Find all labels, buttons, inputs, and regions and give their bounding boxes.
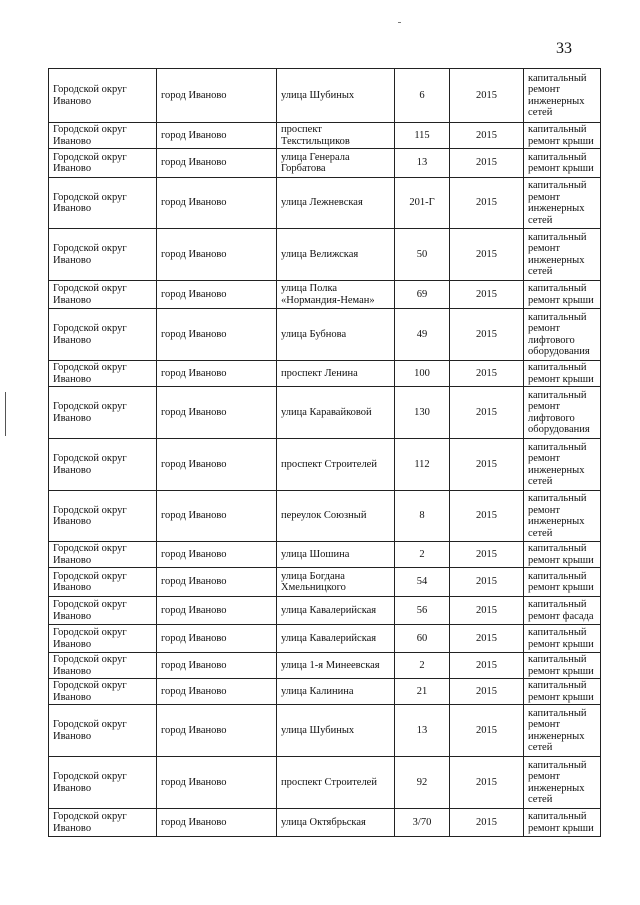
year-cell: 2015	[450, 309, 524, 361]
year-cell: 2015	[450, 705, 524, 757]
district-cell: Городской округ Иваново	[49, 542, 157, 568]
city-cell: город Иваново	[157, 361, 277, 387]
house-number-cell: 8	[395, 491, 450, 542]
district-cell: Городской округ Иваново	[49, 69, 157, 123]
house-number-cell: 6	[395, 69, 450, 123]
year-cell: 2015	[450, 625, 524, 653]
city-cell: город Иваново	[157, 387, 277, 439]
district-cell: Городской округ Иваново	[49, 439, 157, 491]
city-cell: город Иваново	[157, 123, 277, 149]
street-cell: проспект Ленина	[277, 361, 395, 387]
city-cell: город Иваново	[157, 679, 277, 705]
district-cell: Городской округ Иваново	[49, 757, 157, 809]
street-cell: улица Калинина	[277, 679, 395, 705]
year-cell: 2015	[450, 757, 524, 809]
district-cell: Городской округ Иваново	[49, 229, 157, 281]
city-cell: город Иваново	[157, 809, 277, 837]
street-cell: улица Каравайковой	[277, 387, 395, 439]
table-row	[49, 439, 601, 491]
street-cell: улица Лежневская	[277, 178, 395, 229]
city-cell: город Иваново	[157, 568, 277, 597]
city-cell: город Иваново	[157, 149, 277, 178]
city-cell: город Иваново	[157, 229, 277, 281]
work-type-cell: капитальный ремонт крыши	[524, 281, 601, 309]
year-cell: 2015	[450, 568, 524, 597]
work-type-cell: капитальный ремонт крыши	[524, 542, 601, 568]
table-row	[49, 757, 601, 809]
work-type-cell: капитальный ремонт инженерных сетей	[524, 229, 601, 281]
district-cell: Городской округ Иваново	[49, 123, 157, 149]
binding-mark	[5, 392, 6, 436]
city-cell: город Иваново	[157, 705, 277, 757]
district-cell: Городской округ Иваново	[49, 361, 157, 387]
year-cell: 2015	[450, 809, 524, 837]
year-cell: 2015	[450, 387, 524, 439]
house-number-cell: 13	[395, 705, 450, 757]
year-cell: 2015	[450, 679, 524, 705]
street-cell: проспект Строителей	[277, 439, 395, 491]
district-cell: Городской округ Иваново	[49, 309, 157, 361]
page-number: 33	[556, 40, 572, 57]
street-cell: улица Шубиных	[277, 69, 395, 123]
work-type-cell: капитальный ремонт фасада	[524, 597, 601, 625]
street-cell: улица Богдана Хмельницкого	[277, 568, 395, 597]
house-number-cell: 56	[395, 597, 450, 625]
house-number-cell: 2	[395, 542, 450, 568]
work-type-cell: капитальный ремонт крыши	[524, 809, 601, 837]
district-cell: Городской округ Иваново	[49, 149, 157, 178]
scan-mark	[398, 22, 401, 23]
house-number-cell: 50	[395, 229, 450, 281]
city-cell: город Иваново	[157, 69, 277, 123]
street-cell: улица Октябрьская	[277, 809, 395, 837]
work-type-cell: капитальный ремонт крыши	[524, 679, 601, 705]
year-cell: 2015	[450, 653, 524, 679]
year-cell: 2015	[450, 597, 524, 625]
street-cell: улица Шубиных	[277, 705, 395, 757]
district-cell: Городской округ Иваново	[49, 809, 157, 837]
work-type-cell: капитальный ремонт инженерных сетей	[524, 439, 601, 491]
district-cell: Городской округ Иваново	[49, 625, 157, 653]
table-row	[49, 568, 601, 597]
district-cell: Городской округ Иваново	[49, 653, 157, 679]
year-cell: 2015	[450, 149, 524, 178]
table-row	[49, 809, 601, 837]
house-number-cell: 112	[395, 439, 450, 491]
table-row	[49, 653, 601, 679]
house-number-cell: 13	[395, 149, 450, 178]
year-cell: 2015	[450, 361, 524, 387]
street-cell: проспект Текстильщиков	[277, 123, 395, 149]
city-cell: город Иваново	[157, 281, 277, 309]
work-type-cell: капитальный ремонт крыши	[524, 568, 601, 597]
year-cell: 2015	[450, 439, 524, 491]
table-row	[49, 361, 601, 387]
city-cell: город Иваново	[157, 491, 277, 542]
city-cell: город Иваново	[157, 178, 277, 229]
district-cell: Городской округ Иваново	[49, 491, 157, 542]
house-number-cell: 92	[395, 757, 450, 809]
table-row	[49, 123, 601, 149]
work-type-cell: капитальный ремонт инженерных сетей	[524, 178, 601, 229]
year-cell: 2015	[450, 178, 524, 229]
table-row	[49, 229, 601, 281]
work-type-cell: капитальный ремонт лифтового оборудования	[524, 309, 601, 361]
street-cell: улица Кавалерийская	[277, 597, 395, 625]
work-type-cell: капитальный ремонт крыши	[524, 653, 601, 679]
table-row	[49, 705, 601, 757]
table-row	[49, 149, 601, 178]
table-row	[49, 69, 601, 123]
house-number-cell: 69	[395, 281, 450, 309]
street-cell: улица Шошина	[277, 542, 395, 568]
work-type-cell: капитальный ремонт инженерных сетей	[524, 705, 601, 757]
year-cell: 2015	[450, 69, 524, 123]
city-cell: город Иваново	[157, 653, 277, 679]
table-row	[49, 309, 601, 361]
work-type-cell: капитальный ремонт лифтового оборудования	[524, 387, 601, 439]
year-cell: 2015	[450, 491, 524, 542]
work-type-cell: капитальный ремонт инженерных сетей	[524, 491, 601, 542]
street-cell: улица Генерала Горбатова	[277, 149, 395, 178]
table-body	[49, 69, 601, 837]
repair-registry-table	[48, 68, 601, 837]
city-cell: город Иваново	[157, 597, 277, 625]
year-cell: 2015	[450, 123, 524, 149]
table-row	[49, 679, 601, 705]
house-number-cell: 100	[395, 361, 450, 387]
work-type-cell: капитальный ремонт инженерных сетей	[524, 69, 601, 123]
city-cell: город Иваново	[157, 625, 277, 653]
district-cell: Городской округ Иваново	[49, 679, 157, 705]
street-cell: улица Полка «Нормандия-Неман»	[277, 281, 395, 309]
house-number-cell: 115	[395, 123, 450, 149]
work-type-cell: капитальный ремонт инженерных сетей	[524, 757, 601, 809]
street-cell: улица 1-я Минеевская	[277, 653, 395, 679]
house-number-cell: 49	[395, 309, 450, 361]
district-cell: Городской округ Иваново	[49, 178, 157, 229]
district-cell: Городской округ Иваново	[49, 705, 157, 757]
house-number-cell: 2	[395, 653, 450, 679]
district-cell: Городской округ Иваново	[49, 568, 157, 597]
house-number-cell: 130	[395, 387, 450, 439]
table-row	[49, 542, 601, 568]
work-type-cell: капитальный ремонт крыши	[524, 361, 601, 387]
district-cell: Городской округ Иваново	[49, 597, 157, 625]
street-cell: переулок Союзный	[277, 491, 395, 542]
city-cell: город Иваново	[157, 542, 277, 568]
district-cell: Городской округ Иваново	[49, 281, 157, 309]
table-row	[49, 597, 601, 625]
city-cell: город Иваново	[157, 439, 277, 491]
table-row	[49, 281, 601, 309]
street-cell: проспект Строителей	[277, 757, 395, 809]
year-cell: 2015	[450, 542, 524, 568]
street-cell: улица Бубнова	[277, 309, 395, 361]
year-cell: 2015	[450, 229, 524, 281]
work-type-cell: капитальный ремонт крыши	[524, 149, 601, 178]
district-cell: Городской округ Иваново	[49, 387, 157, 439]
house-number-cell: 54	[395, 568, 450, 597]
house-number-cell: 21	[395, 679, 450, 705]
year-cell: 2015	[450, 281, 524, 309]
house-number-cell: 60	[395, 625, 450, 653]
table-row	[49, 625, 601, 653]
table-row	[49, 491, 601, 542]
work-type-cell: капитальный ремонт крыши	[524, 123, 601, 149]
table-row	[49, 387, 601, 439]
street-cell: улица Кавалерийская	[277, 625, 395, 653]
house-number-cell: 3/70	[395, 809, 450, 837]
house-number-cell: 201-Г	[395, 178, 450, 229]
city-cell: город Иваново	[157, 309, 277, 361]
table-row	[49, 178, 601, 229]
street-cell: улица Велижская	[277, 229, 395, 281]
city-cell: город Иваново	[157, 757, 277, 809]
work-type-cell: капитальный ремонт крыши	[524, 625, 601, 653]
